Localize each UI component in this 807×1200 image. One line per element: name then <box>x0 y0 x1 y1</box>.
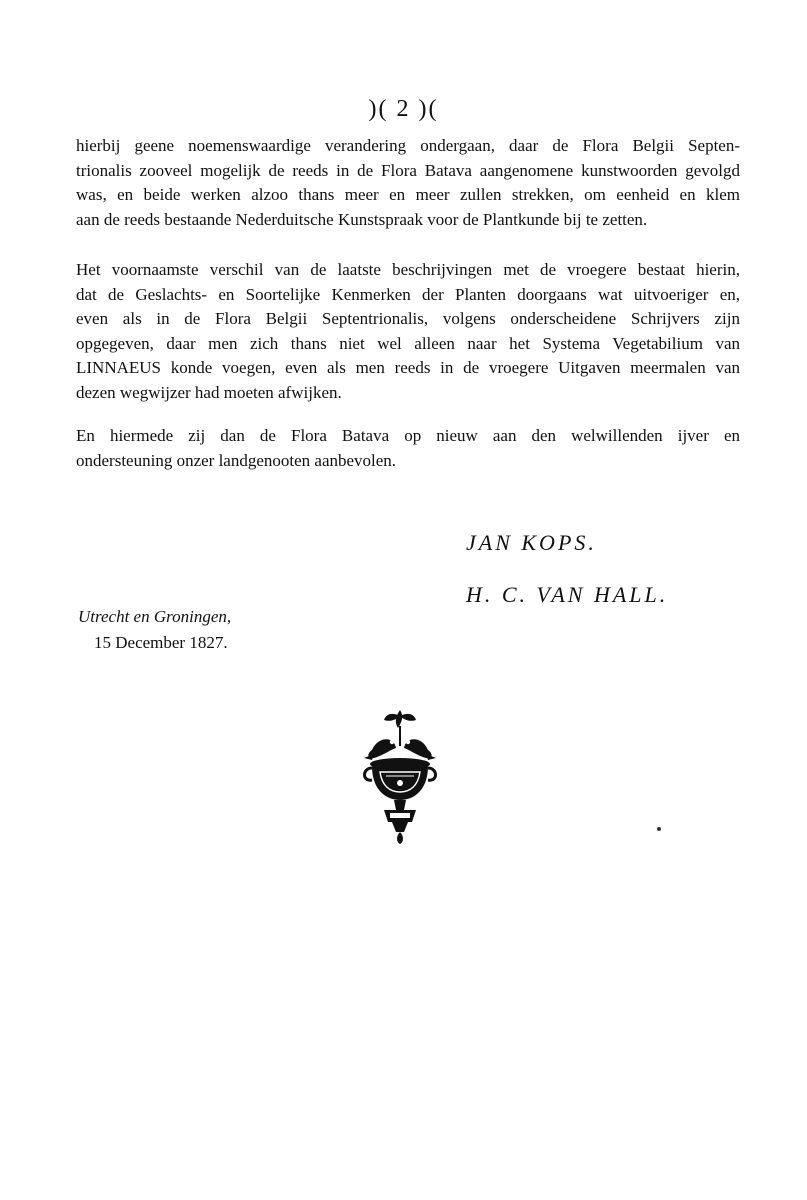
text-line: hierbij geene noemenswaardige verandering ondergaan, daar de Flora Belgii Septen- <box>76 136 740 155</box>
text-line: trionalis zooveel mogelijk de reeds in de Flora Batava aangenomene kunstwoorden gevolgd <box>76 160 740 180</box>
text-line: aan de reeds bestaande Nederduitsche Kunstspraak voor de Plantkunde bij te zetten. <box>76 209 648 229</box>
text-line: opgegeven, daar men zich thans niet wel alleen naar het Systema Vegetabilium van <box>76 333 740 353</box>
signature-jan-kops: JAN KOPS. <box>466 530 597 555</box>
text-line: dat de Geslachts- en Soortelijke Kenmerken der Planten doorgaans wat uitvoeriger en, <box>76 284 740 304</box>
text-line: LINNAEUS konde voegen, even als men reeds in de vroegere Uitgaven meermalen van <box>76 358 740 377</box>
paragraph-1 <box>76 134 740 232</box>
text-line: ondersteuning onzer landgenooten aanbevolen. <box>76 450 397 470</box>
text-line: En hiermede zij dan de Flora Batava op nieuw aan den welwillenden ijver en <box>76 426 740 445</box>
date-text: 15 December 1827. <box>94 633 228 652</box>
text-line: even als in de Flora Belgii Septentrionalis, volgens onderscheidene Schrijvers zijn <box>76 309 740 328</box>
signature-van-hall: H. C. VAN HALL. <box>466 582 669 607</box>
ornamental-vignette-icon <box>350 706 450 846</box>
place-and-date <box>78 604 231 656</box>
page-number: )( 2 )( <box>368 96 439 122</box>
text-line: was, en beide werken alzoo thans meer en meer zullen strekken, om eenheid en klem <box>76 185 740 204</box>
place-text: Utrecht en Groningen, <box>78 607 232 626</box>
ink-speck-icon <box>656 826 662 832</box>
paragraph-2 <box>76 258 740 405</box>
paragraph-3 <box>76 424 740 473</box>
text-line: Het voornaamste verschil van de laatste beschrijvingen met de vroegere bestaat hierin, <box>76 260 740 279</box>
text-line: dezen wegwijzer had moeten afwijken. <box>76 382 342 402</box>
